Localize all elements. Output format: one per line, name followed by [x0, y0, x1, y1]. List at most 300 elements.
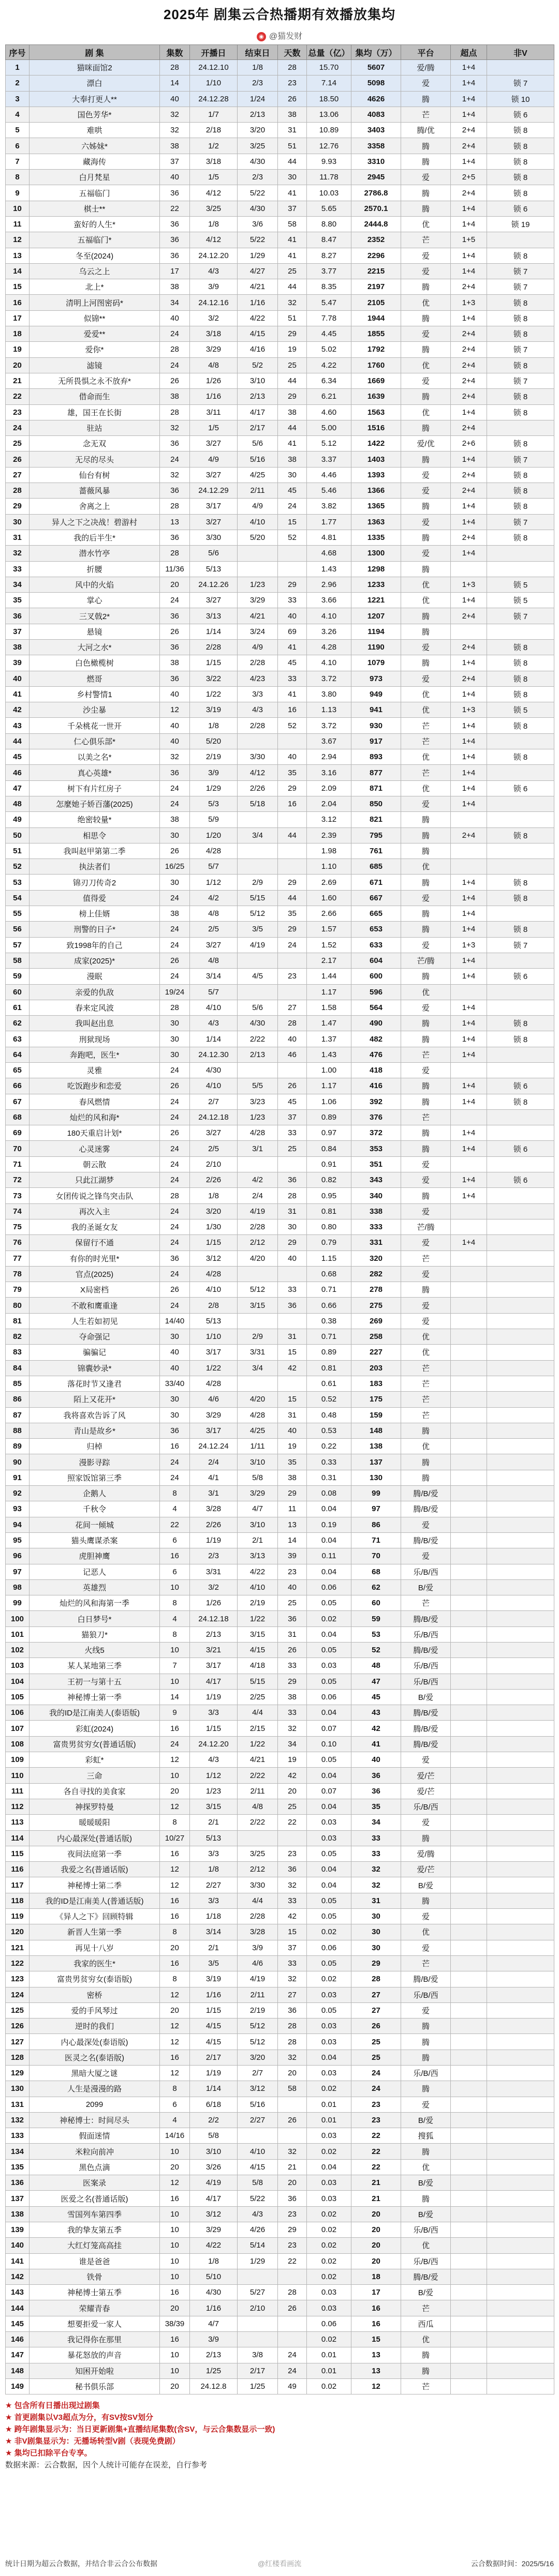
- col-platform: 平台: [401, 45, 451, 60]
- table-row: [6, 1987, 554, 2002]
- cell-total: 0.01: [307, 2363, 351, 2378]
- cell-total: 0.02: [307, 2222, 351, 2237]
- cell-start: 3/18: [190, 154, 238, 169]
- cell-days: 29: [278, 1235, 307, 1251]
- cell-points: [451, 2097, 487, 2112]
- cell-end: 3/30: [238, 749, 278, 765]
- cell-nonvip: 锁 8: [487, 310, 554, 326]
- cell-points: [451, 1877, 487, 1893]
- cell-total: 0.91: [307, 1156, 351, 1172]
- cell-points: [451, 1423, 487, 1438]
- cell-episodes: 10: [160, 1674, 190, 1689]
- cell-end: 5/16: [238, 451, 278, 467]
- cell-episodes: 11/36: [160, 561, 190, 577]
- cell-average: 671: [351, 875, 401, 890]
- cell-start: 3/17: [190, 1423, 238, 1438]
- table-row: [6, 123, 554, 138]
- cell-title: 2099: [30, 2097, 160, 2112]
- cell-nonvip: [487, 1642, 554, 1658]
- cell-episodes: 10: [160, 2222, 190, 2237]
- cell-platform: 爱: [401, 1235, 451, 1251]
- cell-rank: 55: [6, 906, 30, 922]
- cell-nonvip: 锁 7: [487, 279, 554, 295]
- cell-days: 28: [278, 1188, 307, 1203]
- cell-platform: 芒: [401, 718, 451, 733]
- cell-platform: 腾/B/爱: [401, 1642, 451, 1658]
- cell-rank: 72: [6, 1172, 30, 1188]
- cell-rank: 106: [6, 1705, 30, 1721]
- cell-platform: 爱: [401, 1752, 451, 1768]
- cell-episodes: 12: [160, 1862, 190, 1877]
- cell-rank: 63: [6, 1031, 30, 1047]
- table-row: [6, 310, 554, 326]
- cell-average: 24: [351, 2066, 401, 2081]
- cell-nonvip: 锁 8: [487, 827, 554, 843]
- cell-title: 神秘博士第二季: [30, 1877, 160, 1893]
- cell-start: 5/7: [190, 984, 238, 1000]
- cell-title: 漫影寻踪: [30, 1454, 160, 1470]
- cell-total: 4.45: [307, 326, 351, 342]
- cell-start: 24.12.24: [190, 1439, 238, 1454]
- cell-rank: 126: [6, 2018, 30, 2034]
- cell-days: 38: [278, 451, 307, 467]
- cell-total: 0.03: [307, 2191, 351, 2206]
- cell-start: 4/30: [190, 2285, 238, 2300]
- table-row: [6, 1501, 554, 1517]
- cell-episodes: 32: [160, 749, 190, 765]
- table-row: [6, 686, 554, 702]
- cell-points: [451, 2018, 487, 2034]
- cell-nonvip: [487, 733, 554, 749]
- cell-total: 0.68: [307, 1266, 351, 1282]
- cell-start: 2/27: [190, 1877, 238, 1893]
- cell-total: 0.06: [307, 1940, 351, 1955]
- cell-start: 1/16: [190, 1987, 238, 2002]
- cell-days: 41: [278, 248, 307, 263]
- cell-nonvip: [487, 1830, 554, 1846]
- cell-rank: 99: [6, 1595, 30, 1611]
- cell-title: 猫咪面馆2: [30, 60, 160, 76]
- cell-total: 1.43: [307, 561, 351, 577]
- cell-platform: 爱/芒: [401, 1862, 451, 1877]
- cell-average: 320: [351, 1251, 401, 1266]
- cell-episodes: 16: [160, 1955, 190, 1971]
- cell-average: 5098: [351, 76, 401, 91]
- cell-total: 1.17: [307, 1078, 351, 1094]
- cell-episodes: 24: [160, 1141, 190, 1156]
- cell-nonvip: 锁 7: [487, 342, 554, 357]
- cell-title: 神秘博士第一季: [30, 1689, 160, 1705]
- cell-nonvip: [487, 2066, 554, 2081]
- cell-nonvip: [487, 2285, 554, 2300]
- cell-start: 1/5: [190, 420, 238, 435]
- cell-platform: 腾: [401, 2363, 451, 2378]
- cell-days: 30: [278, 1219, 307, 1234]
- cell-title: 黑暗大厦之谜: [30, 2066, 160, 2081]
- cell-end: [238, 1830, 278, 1846]
- cell-episodes: 38: [160, 279, 190, 295]
- cell-average: 685: [351, 859, 401, 875]
- table-row: [6, 1031, 554, 1047]
- cell-average: 1335: [351, 530, 401, 545]
- cell-title: 三命: [30, 1768, 160, 1783]
- cell-end: 4/4: [238, 1705, 278, 1721]
- cell-title: 女团传说之锋鸟突击队: [30, 1188, 160, 1203]
- cell-total: 0.08: [307, 1486, 351, 1501]
- cell-end: 5/12: [238, 906, 278, 922]
- cell-platform: 乐/B/西: [401, 1674, 451, 1689]
- table-row: [6, 2347, 554, 2363]
- cell-total: 3.82: [307, 499, 351, 514]
- cell-points: [451, 2363, 487, 2378]
- cell-points: [451, 2269, 487, 2284]
- cell-platform: 爱: [401, 76, 451, 91]
- cell-average: 600: [351, 969, 401, 984]
- cell-nonvip: 锁 8: [487, 890, 554, 906]
- cell-start: 1/23: [190, 1783, 238, 1799]
- cell-average: 633: [351, 937, 401, 953]
- cell-nonvip: [487, 1564, 554, 1579]
- cell-days: 23: [278, 76, 307, 91]
- cell-start: 1/8: [190, 216, 238, 232]
- cell-nonvip: 锁 8: [487, 357, 554, 373]
- cell-total: 6.21: [307, 389, 351, 404]
- cell-rank: 143: [6, 2285, 30, 2300]
- cell-start: 5/8: [190, 2128, 238, 2144]
- cell-nonvip: [487, 2347, 554, 2363]
- table-row: [6, 2034, 554, 2050]
- cell-end: [238, 843, 278, 858]
- cell-platform: 腾: [401, 969, 451, 984]
- cell-episodes: 37: [160, 154, 190, 169]
- cell-platform: 腾: [401, 1282, 451, 1298]
- cell-start: 3/31: [190, 1564, 238, 1579]
- cell-start: 3/9: [190, 2332, 238, 2347]
- cell-nonvip: [487, 1721, 554, 1736]
- cell-days: 42: [278, 1768, 307, 1783]
- cell-start: 1/14: [190, 1031, 238, 1047]
- table-row: [6, 890, 554, 906]
- cell-average: 22: [351, 2159, 401, 2175]
- cell-days: 29: [278, 1486, 307, 1501]
- cell-rank: 11: [6, 216, 30, 232]
- cell-days: 36: [278, 1611, 307, 1626]
- cell-episodes: 20: [160, 2300, 190, 2316]
- cell-rank: 147: [6, 2347, 30, 2363]
- cell-total: 0.82: [307, 1172, 351, 1188]
- cell-episodes: 6: [160, 2097, 190, 2112]
- cell-end: 5/22: [238, 2191, 278, 2206]
- cell-rank: 38: [6, 639, 30, 655]
- cell-average: 604: [351, 953, 401, 968]
- col-rank: 序号: [6, 45, 30, 60]
- cell-days: 34: [278, 1736, 307, 1752]
- cell-nonvip: [487, 812, 554, 827]
- cell-nonvip: [487, 2191, 554, 2206]
- ranking-table: [5, 44, 554, 2394]
- cell-rank: 34: [6, 577, 30, 592]
- cell-start: 1/22: [190, 686, 238, 702]
- cell-average: 1944: [351, 310, 401, 326]
- cell-nonvip: [487, 1626, 554, 1642]
- cell-nonvip: [487, 2050, 554, 2065]
- cell-episodes: 38: [160, 655, 190, 671]
- cell-title: 《异人之下》回顾特辑: [30, 1909, 160, 1924]
- cell-end: 4/15: [238, 326, 278, 342]
- cell-days: [278, 2128, 307, 2144]
- cell-title: 爱你*: [30, 342, 160, 357]
- cell-title: 无所畏惧之永不放弃*: [30, 373, 160, 388]
- cell-start: 2/10: [190, 1156, 238, 1172]
- cell-title: 归棹: [30, 1439, 160, 1454]
- cell-title: 棋士**: [30, 201, 160, 216]
- cell-total: 0.03: [307, 2128, 351, 2144]
- cell-points: [451, 1109, 487, 1125]
- cell-title: 医爱之名(普通话版): [30, 2191, 160, 2206]
- cell-episodes: 12: [160, 2034, 190, 2050]
- cell-total: 3.80: [307, 686, 351, 702]
- cell-start: 2/5: [190, 922, 238, 937]
- cell-title: 执法者们: [30, 859, 160, 875]
- cell-episodes: 28: [160, 404, 190, 420]
- cell-title: 漂白: [30, 76, 160, 91]
- cell-nonvip: [487, 2332, 554, 2347]
- table-row: [6, 404, 554, 420]
- cell-episodes: 24: [160, 1203, 190, 1219]
- cell-episodes: 10: [160, 2347, 190, 2363]
- cell-end: 4/10: [238, 514, 278, 530]
- cell-average: 392: [351, 1094, 401, 1109]
- cell-title: 冬至(2024): [30, 248, 160, 263]
- cell-episodes: 30: [160, 1392, 190, 1407]
- cell-rank: 27: [6, 467, 30, 483]
- table-row: [6, 185, 554, 201]
- cell-rank: 120: [6, 1924, 30, 1940]
- cell-days: 29: [278, 389, 307, 404]
- cell-average: 3403: [351, 123, 401, 138]
- cell-nonvip: [487, 1815, 554, 1830]
- col-episodes: 集数: [160, 45, 190, 60]
- cell-nonvip: [487, 232, 554, 248]
- cell-episodes: 26: [160, 1078, 190, 1094]
- cell-total: 0.02: [307, 1611, 351, 1626]
- cell-title: 王初一与第十五: [30, 1674, 160, 1689]
- cell-episodes: 32: [160, 467, 190, 483]
- cell-days: 40: [278, 1579, 307, 1595]
- cell-platform: 爱/腾: [401, 1846, 451, 1861]
- table-row: [6, 467, 554, 483]
- cell-total: 5.46: [307, 483, 351, 499]
- cell-rank: 89: [6, 1439, 30, 1454]
- table-row: [6, 812, 554, 827]
- cell-rank: 110: [6, 1768, 30, 1783]
- cell-platform: 腾: [401, 310, 451, 326]
- cell-title: 我家的医生*: [30, 1955, 160, 1971]
- cell-title: 人生若如初见: [30, 1313, 160, 1329]
- cell-nonvip: 锁 8: [487, 671, 554, 686]
- cell-start: 2/26: [190, 1172, 238, 1188]
- footer: [5, 2556, 554, 2571]
- cell-points: [451, 1470, 487, 1485]
- cell-nonvip: 锁 8: [487, 718, 554, 733]
- cell-platform: 腾: [401, 530, 451, 545]
- cell-platform: 优: [401, 357, 451, 373]
- cell-platform: 腾: [401, 1454, 451, 1470]
- cell-rank: 57: [6, 937, 30, 953]
- cell-points: [451, 1971, 487, 1987]
- cell-points: 2+4: [451, 608, 487, 624]
- cell-end: 4/22: [238, 310, 278, 326]
- cell-end: 2/28: [238, 1909, 278, 1924]
- cell-days: 44: [278, 373, 307, 388]
- cell-title: 我的圣诞女友: [30, 1219, 160, 1234]
- cell-days: 40: [278, 1251, 307, 1266]
- cell-end: 4/25: [238, 467, 278, 483]
- cell-rank: 118: [6, 1893, 30, 1908]
- table-row: [6, 1235, 554, 1251]
- cell-total: 0.79: [307, 1235, 351, 1251]
- cell-points: 2+5: [451, 170, 487, 185]
- cell-total: 10.03: [307, 185, 351, 201]
- cell-points: [451, 2378, 487, 2394]
- cell-nonvip: [487, 1063, 554, 1078]
- cell-total: 5.12: [307, 436, 351, 451]
- cell-nonvip: [487, 1047, 554, 1062]
- note-plain: 数据来源：云合数据，因个人统计可能存在误差，自行参考: [5, 2461, 208, 2470]
- cell-start: 3/27: [190, 514, 238, 530]
- cell-platform: 腾/B/爱: [401, 1971, 451, 1987]
- cell-days: 38: [278, 1689, 307, 1705]
- cell-start: 3/27: [190, 1125, 238, 1141]
- cell-start: 2/5: [190, 1141, 238, 1156]
- cell-rank: 139: [6, 2222, 30, 2237]
- cell-total: 1.43: [307, 1047, 351, 1062]
- cell-end: 3/1: [238, 1141, 278, 1156]
- table-row: [6, 843, 554, 858]
- cell-start: 2/18: [190, 123, 238, 138]
- cell-start: 1/8: [190, 718, 238, 733]
- cell-average: 351: [351, 1156, 401, 1172]
- cell-total: 0.02: [307, 2378, 351, 2394]
- cell-end: 4/26: [238, 2222, 278, 2237]
- cell-average: 22: [351, 2144, 401, 2159]
- cell-platform: 腾/B/爱: [401, 1705, 451, 1721]
- cell-rank: 141: [6, 2253, 30, 2269]
- cell-end: 4/3: [238, 2206, 278, 2222]
- cell-total: 3.16: [307, 765, 351, 780]
- table-row: [6, 1094, 554, 1109]
- cell-episodes: 24: [160, 890, 190, 906]
- cell-average: 1365: [351, 499, 401, 514]
- table-row: [6, 749, 554, 765]
- cell-platform: 优: [401, 1924, 451, 1940]
- cell-nonvip: [487, 1501, 554, 1517]
- cell-points: 1+4: [451, 1000, 487, 1015]
- cell-points: [451, 2300, 487, 2316]
- cell-title: 仁心俱乐部*: [30, 733, 160, 749]
- cell-platform: 乐/B/西: [401, 1626, 451, 1642]
- cell-average: 40: [351, 1752, 401, 1768]
- cell-title: 密桥: [30, 1987, 160, 2002]
- cell-days: 23: [278, 1564, 307, 1579]
- cell-episodes: 30: [160, 827, 190, 843]
- cell-nonvip: [487, 1282, 554, 1298]
- cell-days: 26: [278, 2300, 307, 2316]
- cell-points: [451, 1329, 487, 1345]
- cell-rank: 112: [6, 1799, 30, 1814]
- cell-rank: 95: [6, 1532, 30, 1548]
- cell-title: 沙尘暴: [30, 702, 160, 718]
- cell-average: 62: [351, 1579, 401, 1595]
- cell-nonvip: 锁 8: [487, 389, 554, 404]
- cell-average: 1300: [351, 546, 401, 561]
- cell-days: 25: [278, 263, 307, 279]
- cell-episodes: 12: [160, 702, 190, 718]
- cell-platform: 腾: [401, 624, 451, 639]
- cell-days: 45: [278, 655, 307, 671]
- cell-points: [451, 1203, 487, 1219]
- cell-end: 4/9: [238, 639, 278, 655]
- cell-rank: 148: [6, 2363, 30, 2378]
- cell-nonvip: [487, 1454, 554, 1470]
- table-row: [6, 1626, 554, 1642]
- cell-average: 282: [351, 1266, 401, 1282]
- cell-total: 0.02: [307, 2238, 351, 2253]
- cell-points: 1+3: [451, 577, 487, 592]
- cell-rank: 77: [6, 1251, 30, 1266]
- cell-average: 32: [351, 1862, 401, 1877]
- cell-title: 大河之水*: [30, 639, 160, 655]
- table-row: [6, 546, 554, 561]
- cell-points: [451, 2206, 487, 2222]
- cell-rank: 1: [6, 60, 30, 76]
- cell-days: 19: [278, 342, 307, 357]
- cell-start: 2/28: [190, 639, 238, 655]
- cell-platform: B/爱: [401, 2112, 451, 2128]
- cell-average: 1363: [351, 514, 401, 530]
- cell-platform: 腾: [401, 561, 451, 577]
- cell-points: [451, 1156, 487, 1172]
- notes-list: [5, 2400, 559, 2459]
- table-row: [6, 1736, 554, 1752]
- cell-title: 驻站: [30, 420, 160, 435]
- cell-points: [451, 1454, 487, 1470]
- cell-days: 58: [278, 216, 307, 232]
- cell-days: 33: [278, 1955, 307, 1971]
- cell-rank: 100: [6, 1611, 30, 1626]
- cell-days: 29: [278, 2222, 307, 2237]
- cell-nonvip: [487, 796, 554, 811]
- cell-average: 70: [351, 1548, 401, 1564]
- cell-points: [451, 1674, 487, 1689]
- cell-title: 白月梵星: [30, 170, 160, 185]
- cell-average: 1855: [351, 326, 401, 342]
- cell-platform: B/爱: [401, 2175, 451, 2191]
- cell-nonvip: [487, 1579, 554, 1595]
- cell-title: 记恶人: [30, 1564, 160, 1579]
- table-row: [6, 1423, 554, 1438]
- table-row: [6, 1579, 554, 1595]
- cell-rank: 130: [6, 2081, 30, 2097]
- cell-average: 31: [351, 1893, 401, 1908]
- cell-days: 36: [278, 1862, 307, 1877]
- cell-start: 4/9: [190, 451, 238, 467]
- cell-episodes: 10: [160, 2363, 190, 2378]
- cell-nonvip: 锁 8: [487, 326, 554, 342]
- cell-nonvip: [487, 1188, 554, 1203]
- cell-start: 3/18: [190, 326, 238, 342]
- cell-average: 53: [351, 1626, 401, 1642]
